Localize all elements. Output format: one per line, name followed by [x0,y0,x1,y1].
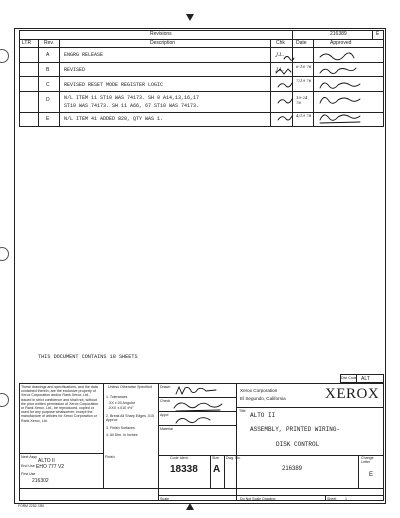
approved-label: Appd [160,413,169,417]
revision-row-d-description-line2: ST10 WAS 74173. SH 11 A66, 67 ST10 WAS 74173. [64,103,200,109]
revision-row-d-date: 10-24 76 [296,95,308,105]
tolerance-line-3: .XXX ±.010 ±½° [108,406,134,410]
next-assy-value: ALTO II [38,458,55,464]
code-ident-value: 18338 [170,464,198,475]
tolerance-line-5: 3. Finish Surfaces [106,426,135,430]
revision-row-b-date: 6-16 76 [296,64,312,69]
checked-label: Check [160,399,171,403]
size-label: Size [212,456,219,460]
header-approved: Approved [330,40,352,46]
form-number: FORM 2252-7/80 [18,504,45,508]
change-letter-value: E [369,472,374,478]
dwg-no-value: 216389 [282,466,303,472]
revision-row-a-rev: A [46,52,50,58]
title-block-signatures [172,385,236,425]
revision-row-c-rev: C [46,82,50,88]
drawing-title-line-2: ASSEMBLY, PRINTED WIRING- [250,426,341,433]
header-chk: Chk [276,40,285,46]
revision-row-b-rev: B [46,67,50,73]
sheet-value: 1 [345,497,347,501]
tolerance-line-6: 4. All Dim. in Inches [106,433,138,437]
first-use-value: 216302 [32,478,49,484]
end-use-label: End Use [21,464,35,468]
company-name: Xerox Corporation [240,388,278,393]
dwg-no-label: Dwg. No. [226,456,241,460]
revision-row-e-description: N/L ITEM 41 ADDED 820, QTY WAS 1. [64,116,164,122]
drawn-label: Drawn [160,385,171,389]
tolerance-line-4: 2. Break All Sharp Edges .015 Approx [106,414,154,423]
scale-label: Scale [160,497,169,501]
header-ltr: LTR [22,40,32,46]
sheet-label: Sheet [327,497,337,501]
tolerance-line-1: 1. Tolerances [106,395,128,399]
company-location: El Segundo, California [240,396,286,401]
drawing-title-line-3: DISK CONTROL [276,441,320,448]
revision-row-b-chk: J.L. [276,67,285,73]
revision-row-e-rev: E [46,116,50,122]
signature-scribbles [270,47,384,127]
sheet-count-notice: THIS DOCUMENT CONTAINS 18 SHEETS [38,354,138,360]
tolerance-heading: Unless Otherwise Specified [108,385,152,389]
revision-row-c-description: REVISED RESET MODE REGISTER LOGIC [64,82,164,88]
revision-row-c-date: 7/19 76 [296,78,312,83]
drawing-title-line-1: ALTO II [250,412,276,419]
revisions-sheet-letter: E [376,31,380,37]
revisions-doc-number: 216389 [330,31,347,37]
revision-row-e-date: 4/19 78 [296,113,312,118]
tolerance-line-2: .XX ±.03 Angular [108,401,135,405]
first-use-label: First Use [21,472,36,476]
next-assy-label: Next Assy [21,455,37,459]
dist-code-label: Dist Code [341,376,357,380]
revision-row-d-description: N/L ITEM 11 ST10 WAS 74173. SH 9 A14,13,16,17 [64,95,200,101]
header-rev: Rev. [44,40,54,46]
revision-row-a-description: ENGRG RELEASE [64,52,104,58]
change-letter-label: Change Letter [361,456,374,465]
revision-row-b-description: REVISED [64,67,86,73]
proprietary-notice: These drawings and specifications, and the data contained therein, are the exclusive property of Xerox Corporation and/or Rank Xerox, Ltd., issued in strict confidence and shall not, without the prior written permission of Xerox Corporation or Rank Xerox, Ltd., be reproduced, copied or used for any purpose whatsoever, except the manufacture of articles for Xerox Corporation or Rank Xerox, Ltd. [21,385,99,423]
material-label: Material [160,427,173,431]
header-date: Date [296,40,307,46]
finish-label: Finish [105,455,115,459]
binder-hole-middle [0,247,9,261]
top-registration-mark [186,14,194,21]
revision-row-d-rev: D [46,97,50,103]
binder-hole-top [0,49,9,63]
bottom-registration-mark [186,503,194,510]
size-value: A [213,464,221,475]
header-description: Description [150,40,176,46]
dist-code-value: ALT [361,376,370,382]
title-label: Title [239,409,246,413]
revision-row-a-chk: J.L. [276,52,285,58]
binder-hole-bottom [0,393,9,407]
do-not-scale-note: Do Not Scale Drawing [240,497,276,501]
xerox-logo: XEROX [325,386,380,402]
code-ident-label: Code Ident. [170,456,189,460]
end-use-value: EHO 777 V2 [36,464,65,470]
revisions-title: Revisions [150,31,172,37]
